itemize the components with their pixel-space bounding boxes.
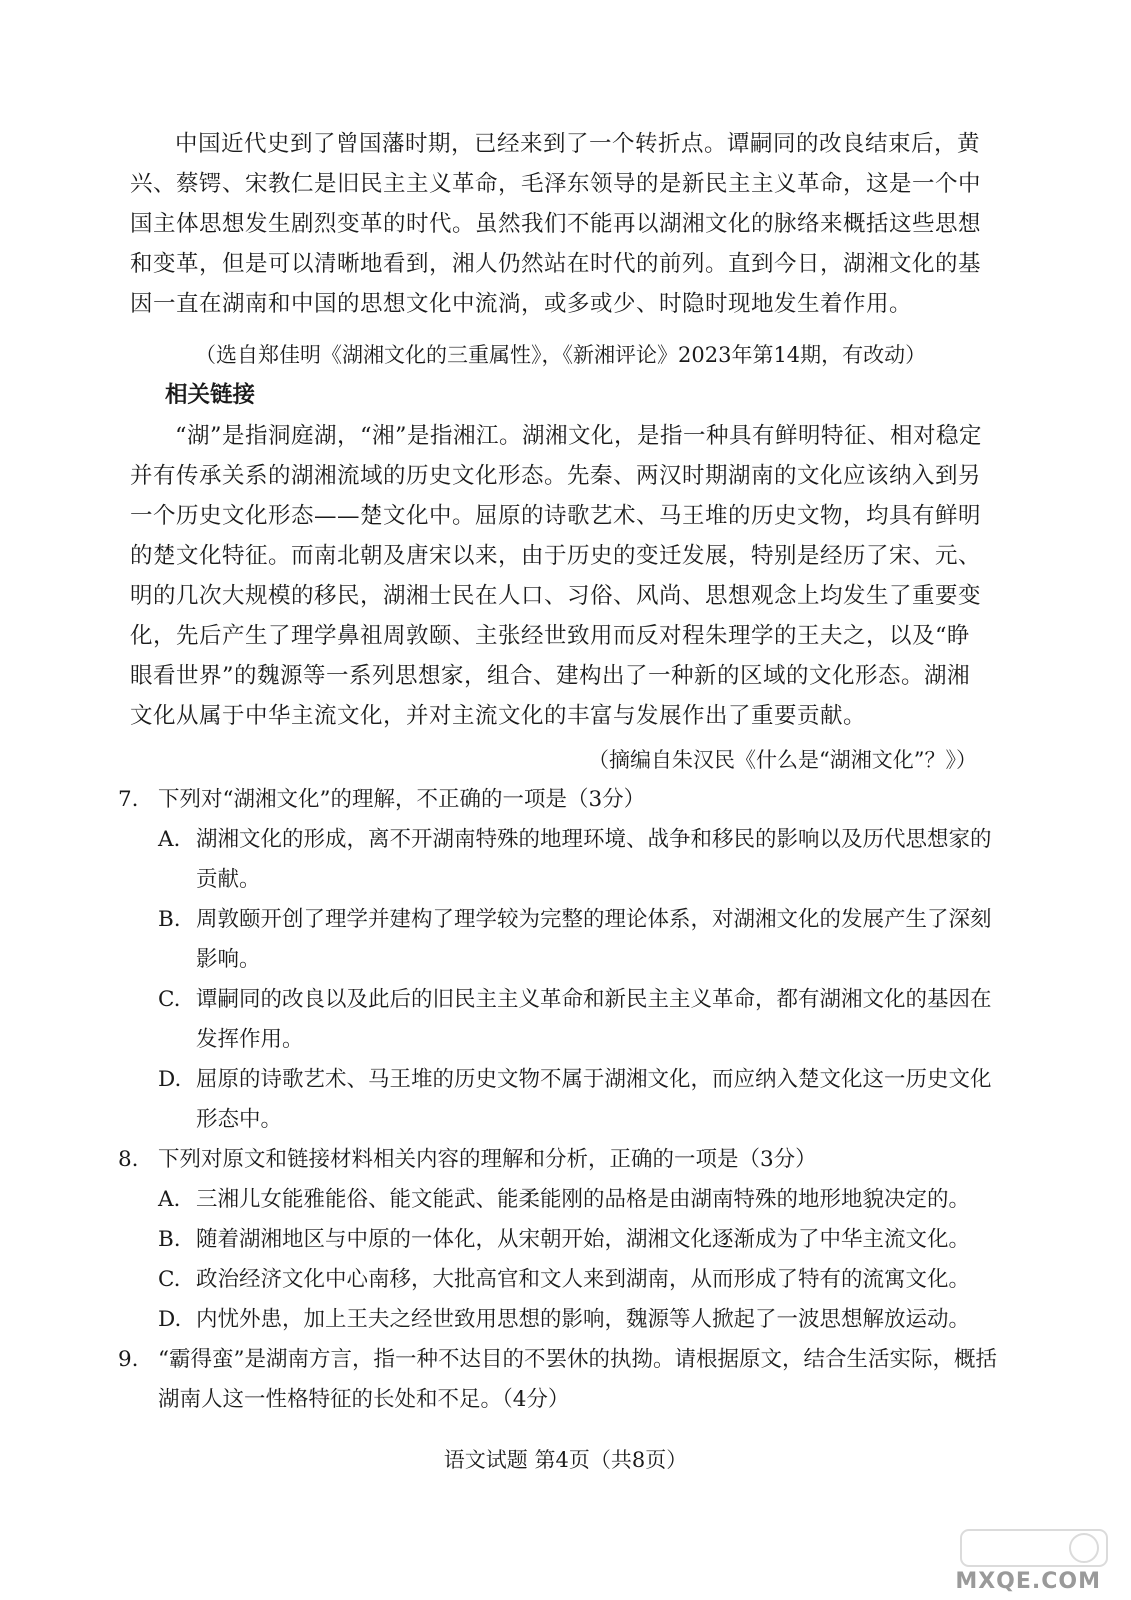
option-text: 三湘儿女能雅能俗、能文能武、能柔能刚的品格是由湖南特殊的地形地貌决定的。 xyxy=(196,1187,971,1212)
option-letter: C. xyxy=(158,987,181,1012)
option-a xyxy=(158,820,998,900)
option-letter: A. xyxy=(158,827,181,852)
watermark-text: MXQE.COM xyxy=(955,1569,1101,1594)
option-text: 谭嗣同的改良以及此后的旧民主主义革命和新民主主义革命，都有湖湘文化的基因在发挥作用。 xyxy=(196,987,992,1052)
option-letter: B. xyxy=(158,907,181,932)
question-9 xyxy=(118,1340,998,1420)
option-text: 随着湖湘地区与中原的一体化，从宋朝开始，湖湘文化逐渐成为了中华主流文化。 xyxy=(196,1227,971,1252)
option-a xyxy=(158,1180,998,1220)
question-stem: 下列对“湖湘文化”的理解，不正确的一项是（3分） xyxy=(158,787,646,812)
option-text: 周敦颐开创了理学并建构了理学较为完整的理论体系，对湖湘文化的发展产生了深刻影响。 xyxy=(196,907,992,972)
question-stem: “霸得蛮”是湖南方言，指一种不达目的不罢休的执拗。请根据原文，结合生活实际，概括湖南人这一性格特征的长处和不足。（4分） xyxy=(158,1347,997,1412)
option-c xyxy=(158,980,998,1060)
passage-paragraph: 中国近代史到了曾国藩时期，已经来到了一个转折点。谭嗣同的改良结束后，黄兴、蔡锷、宋教仁是旧民主主义革命，毛泽东领导的是新民主主义革命，这是一个中国主体思想发生剧烈变革的时代。虽然我们不能再以湖湘文化的脉络来概括这些思想和变革，但是可以清晰地看到，湘人仍然站在时代的前列。直到今日，湖湘文化的基因一直在湖南和中国的思想文化中流淌，或多或少、时隐时现地发生着作用。 xyxy=(130,131,982,317)
question-stem: 下列对原文和链接材料相关内容的理解和分析，正确的一项是（3分） xyxy=(158,1147,817,1172)
link-paragraph: “湖”是指洞庭湖，“湘”是指湘江。湖湘文化，是指一种具有鲜明特征、相对稳定并有传承关系的湖湘流域的历史文化形态。先秦、两汉时期湖南的文化应该纳入到另一个历史文化形态——楚文化中。屈原的诗歌艺术、马王堆的历史文物，均具有鲜明的楚文化特征。而南北朝及唐宋以来，由于历史的变迁发展，特别是经历了宋、元、明的几次大规模的移民，湖湘士民在人口、习俗、风尚、思想观念上均发生了重要变化，先后产生了理学鼻祖周敦颐、主张经世致用而反对程朱理学的王夫之，以及“睁眼看世界”的魏源等一系列思想家，组合、建构出了一种新的区域的文化形态。湖湘文化从属于中华主流文化，并对主流文化的丰富与发展作出了重要贡献。 xyxy=(130,423,983,729)
passage-source: （选自郑佳明《湖湘文化的三重属性》，《新湘评论》2023年第14期，有改动） xyxy=(195,343,927,367)
option-letter: D. xyxy=(158,1307,182,1332)
option-text: 湖湘文化的形成，离不开湖南特殊的地理环境、战争和移民的影响以及历代思想家的贡献。 xyxy=(196,827,992,892)
question-7 xyxy=(118,780,998,1140)
option-d xyxy=(158,1060,998,1140)
option-b xyxy=(158,900,998,980)
question-8 xyxy=(118,1140,998,1340)
option-letter: C. xyxy=(158,1267,181,1292)
option-b xyxy=(158,1220,998,1260)
option-letter: B. xyxy=(158,1227,181,1252)
question-number: 7. xyxy=(118,787,139,812)
option-text: 内忧外患，加上王夫之经世致用思想的影响，魏源等人掀起了一波思想解放运动。 xyxy=(196,1307,971,1332)
option-c xyxy=(158,1260,998,1300)
link-heading: 相关链接 xyxy=(165,382,256,408)
page-footer: 语文试题 第4页（共8页） xyxy=(443,1448,688,1472)
option-letter: A. xyxy=(158,1187,181,1212)
question-number: 8. xyxy=(118,1147,139,1172)
link-source: （摘编自朱汉民《什么是“湖湘文化”？》） xyxy=(588,748,977,772)
question-number: 9. xyxy=(118,1347,139,1372)
option-text: 屈原的诗歌艺术、马王堆的历史文物不属于湖湘文化，而应纳入楚文化这一历史文化形态中。 xyxy=(196,1067,992,1132)
option-d xyxy=(158,1300,998,1340)
option-letter: D. xyxy=(158,1067,182,1092)
option-text: 政治经济文化中心南移，大批高官和文人来到湖南，从而形成了特有的流寓文化。 xyxy=(196,1267,971,1292)
